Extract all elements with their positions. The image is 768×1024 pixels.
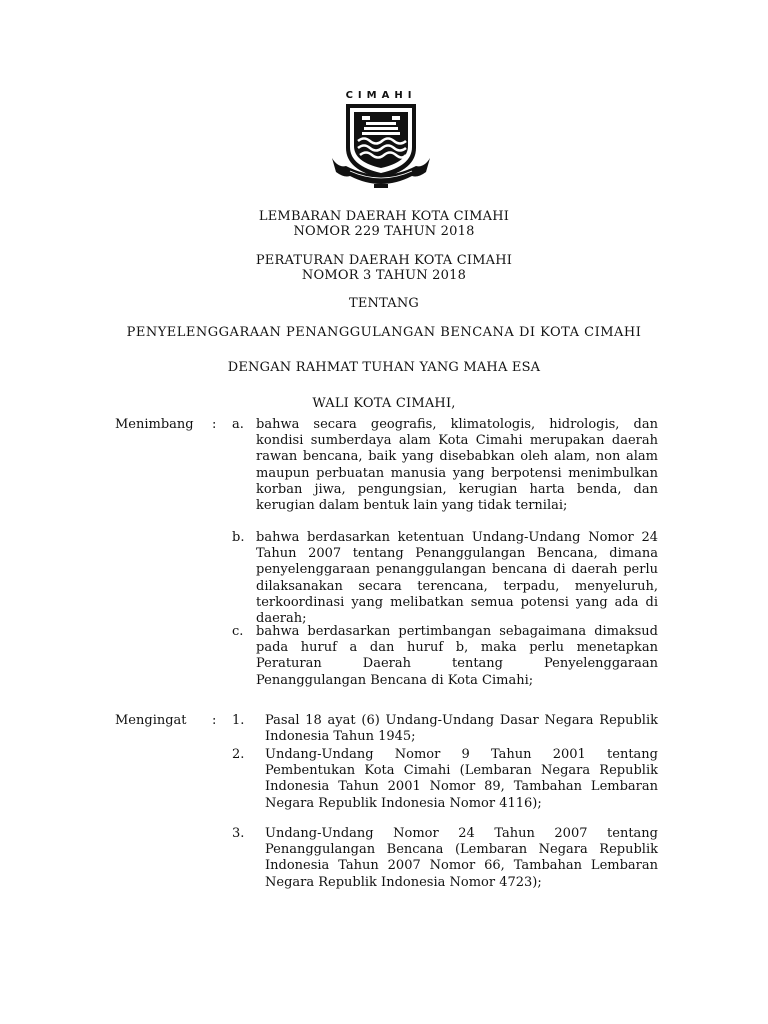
mengingat-colon: : (212, 713, 217, 728)
mengingat-label: Mengingat (115, 713, 187, 728)
mengingat-item-1: Pasal 18 ayat (6) Undang-Undang Dasar Negara Republik Indonesia Tahun 1945; (265, 713, 658, 745)
emblem-title: CIMAHI (345, 90, 417, 101)
menimbang-marker-b: b. (232, 530, 245, 545)
menimbang-item-c: bahwa berdasarkan pertimbangan sebagaimana dimaksud pada huruf a dan huruf b, maka perlu menetapkan Peraturan Daerah tentang Penyelenggaraan Penanggulangan Bencana di Kota Cimahi; (256, 624, 658, 688)
menimbang-item-b: bahwa berdasarkan ketentuan Undang-Undang Nomor 24 Tahun 2007 tentang Penanggulangan Bencana, dimana penyelenggaraan penanggulangan bencana di daerah perlu dilaksanakan secara terencana, terpadu, menyeluruh, terkoordinasi yang melibatkan semua potensi yang ada di daerah; (256, 530, 658, 627)
menimbang-colon: : (212, 417, 217, 432)
mengingat-marker-3: 3. (232, 826, 245, 841)
menimbang-marker-c: c. (232, 624, 244, 639)
lembaran-title: LEMBARAN DAERAH KOTA CIMAHI (258, 209, 510, 224)
menimbang-label: Menimbang (115, 417, 194, 432)
tentang-heading: TENTANG (348, 296, 420, 311)
cimahi-emblem (328, 90, 434, 194)
mengingat-marker-1: 1. (232, 713, 245, 728)
mengingat-marker-2: 2. (232, 747, 245, 762)
regulation-subject: PENYELENGGARAAN PENANGGULANGAN BENCANA DI KOTA CIMAHI (126, 325, 642, 340)
peraturan-title: PERATURAN DAERAH KOTA CIMAHI (255, 253, 513, 268)
wali-line: WALI KOTA CIMAHI, (312, 396, 456, 411)
menimbang-item-a: bahwa secara geografis, klimatologis, hidrologis, dan kondisi sumberdaya alam Kota Cimahi merupakan daerah rawan bencana, baik yang disebabkan oleh alam, non alam maupun perbuatan manusia yang berpotensi menimbulkan korban jiwa, pengungsian, kerugian harta benda, dan kerugian dalam bentuk lain yang tidak ternilai; (256, 417, 658, 514)
emblem-shield-icon (328, 100, 434, 194)
mengingat-item-2: Undang-Undang Nomor 9 Tahun 2001 tentang Pembentukan Kota Cimahi (Lembaran Negara Republik Indonesia Tahun 2001 Nomor 89, Tambahan Lembaran Negara Republik Indonesia Nomor 4116); (265, 747, 658, 811)
menimbang-marker-a: a. (232, 417, 244, 432)
lembaran-number: NOMOR 229 TAHUN 2018 (293, 224, 475, 239)
mengingat-item-3: Undang-Undang Nomor 24 Tahun 2007 tentang Penanggulangan Bencana (Lembaran Negara Republik Indonesia Tahun 2007 Nomor 66, Tambahan Lembaran Negara Republik Indonesia Nomor 4723); (265, 826, 658, 890)
peraturan-number: NOMOR 3 TAHUN 2018 (301, 268, 467, 283)
rahmat-line: DENGAN RAHMAT TUHAN YANG MAHA ESA (227, 360, 541, 375)
